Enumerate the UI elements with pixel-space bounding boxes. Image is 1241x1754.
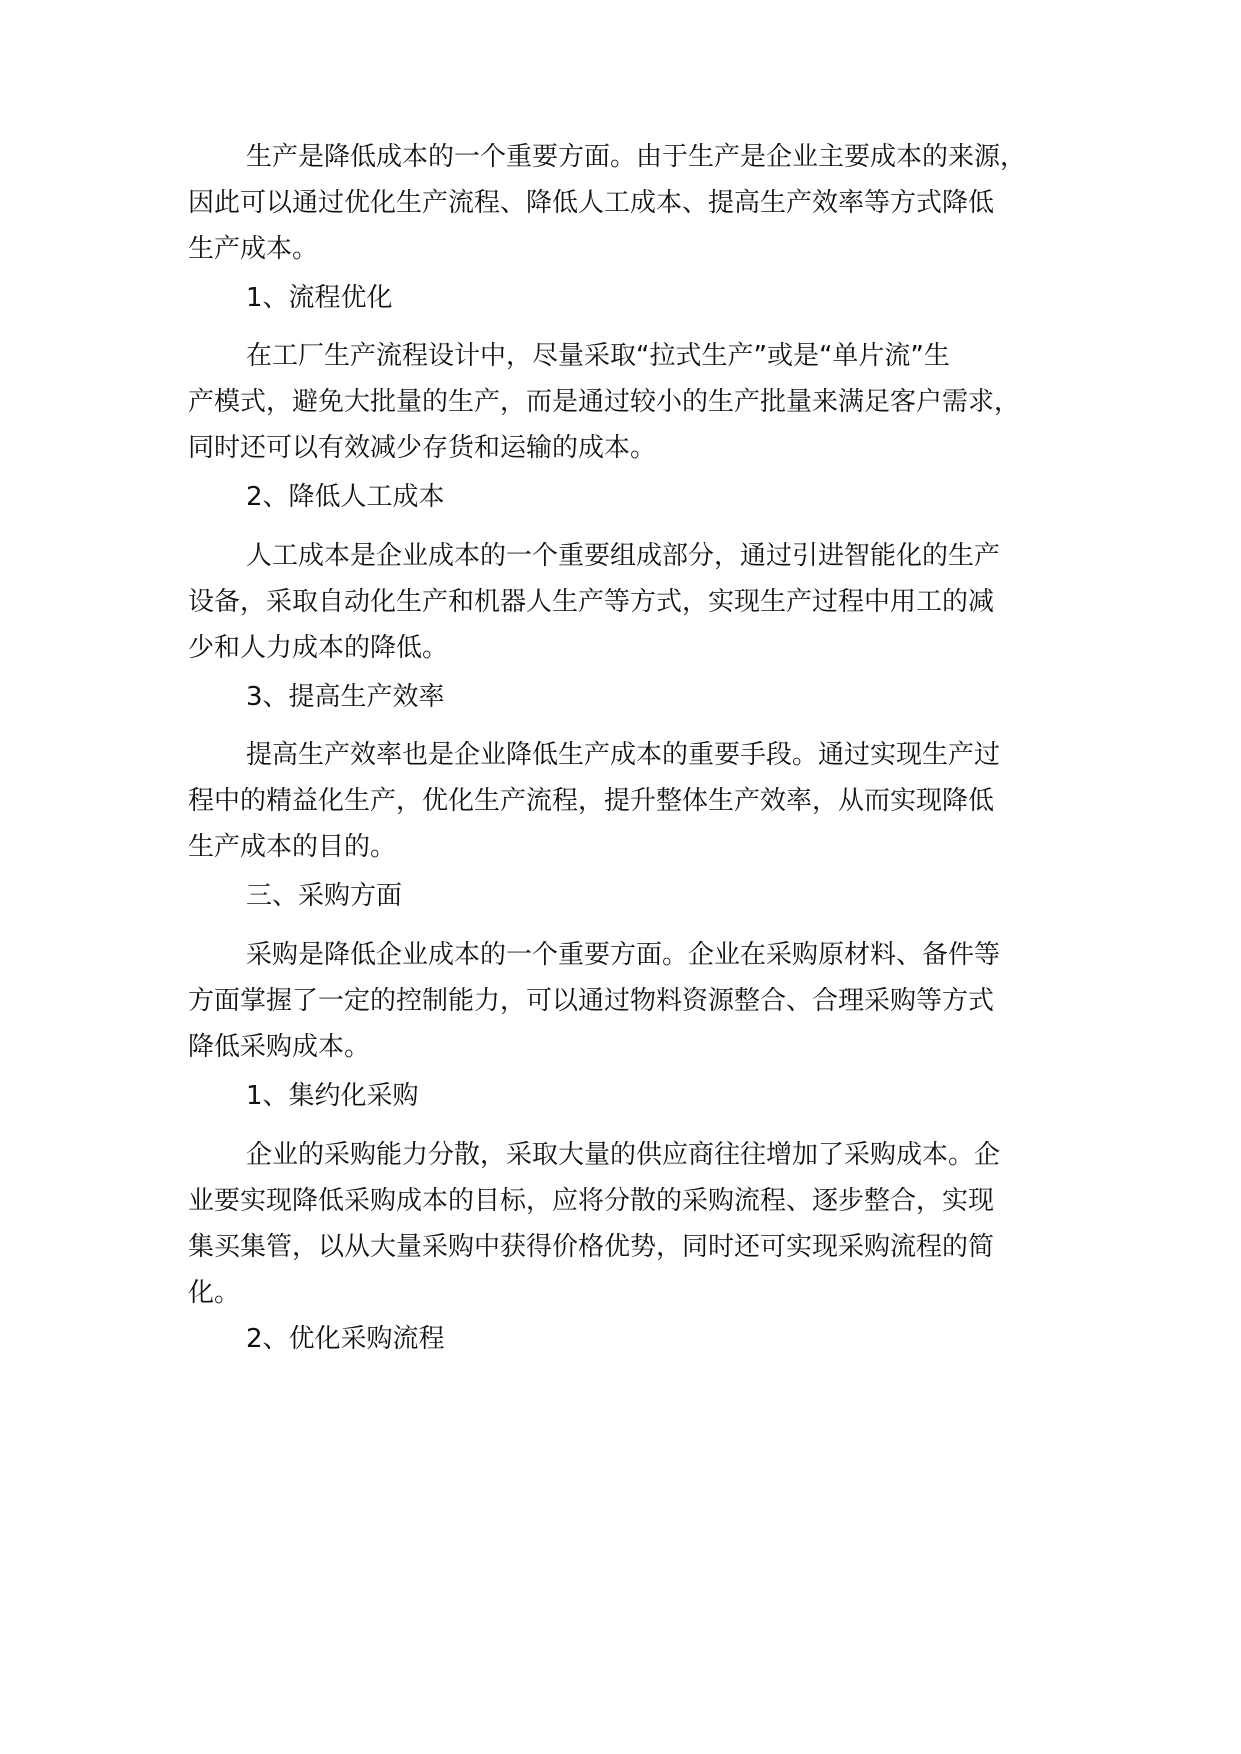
text-line: 采购是降低企业成本的一个重要方面。企业在采购原材料、备件等 [246, 940, 1001, 970]
heading-centralized-procurement [188, 1073, 1068, 1119]
heading-procurement [188, 873, 1068, 919]
paragraph-procurement-intro [188, 932, 1068, 1070]
text-line: 设备，采取自动化生产和机器人生产等方式，实现生产过程中用工的减 [188, 587, 995, 617]
text-line: 方面掌握了一定的控制能力，可以通过物料资源整合、合理采购等方式 [188, 986, 995, 1016]
text-line: 在工厂生产流程设计中，尽量采取“拉式生产”或是“单片流”生 [246, 341, 950, 371]
section-heading: 1、集约化采购 [246, 1081, 419, 1111]
heading-reduce-labor-cost [188, 474, 1068, 520]
section-heading: 3、提高生产效率 [246, 682, 445, 712]
text-line: 同时还可以有效减少存货和运输的成本。 [188, 433, 657, 463]
text-line: 生产是降低成本的一个重要方面。由于生产是企业主要成本的来源， [246, 142, 1027, 172]
heading-process-optimization [188, 275, 1068, 321]
paragraph-reduce-labor-cost [188, 533, 1068, 671]
paragraph-centralized-procurement [188, 1132, 1068, 1316]
text-line: 产模式，避免大批量的生产，而是通过较小的生产批量来满足客户需求， [188, 387, 1021, 417]
section-heading: 2、降低人工成本 [246, 482, 445, 512]
text-line: 少和人力成本的降低。 [188, 633, 449, 663]
text-line: 业要实现降低采购成本的目标，应将分散的采购流程、逐步整合，实现 [188, 1186, 995, 1216]
text-line: 集买集管，以从大量采购中获得价格优势，同时还可实现采购流程的简 [188, 1232, 995, 1262]
text-line: 生产成本。 [188, 234, 319, 264]
heading-optimize-procurement-process [188, 1316, 1068, 1362]
text-line: 提高生产效率也是企业降低生产成本的重要手段。通过实现生产过 [246, 740, 1001, 770]
text-line: 化。 [188, 1278, 241, 1308]
text-line: 生产成本的目的。 [188, 832, 397, 862]
paragraph-process-optimization [188, 333, 1068, 471]
section-heading: 2、优化采购流程 [246, 1324, 445, 1354]
paragraph-production-intro [188, 134, 1068, 272]
heading-improve-efficiency [188, 674, 1068, 720]
text-line: 程中的精益化生产，优化生产流程，提升整体生产效率，从而实现降低 [188, 786, 995, 816]
section-heading: 1、流程优化 [246, 283, 393, 313]
section-heading: 三、采购方面 [246, 881, 403, 911]
paragraph-improve-efficiency [188, 732, 1068, 870]
text-line: 因此可以通过优化生产流程、降低人工成本、提高生产效率等方式降低 [188, 188, 995, 218]
text-line: 人工成本是企业成本的一个重要组成部分，通过引进智能化的生产 [246, 541, 1001, 571]
text-line: 企业的采购能力分散，采取大量的供应商往往增加了采购成本。企 [246, 1140, 1001, 1170]
text-line: 降低采购成本。 [188, 1032, 371, 1062]
